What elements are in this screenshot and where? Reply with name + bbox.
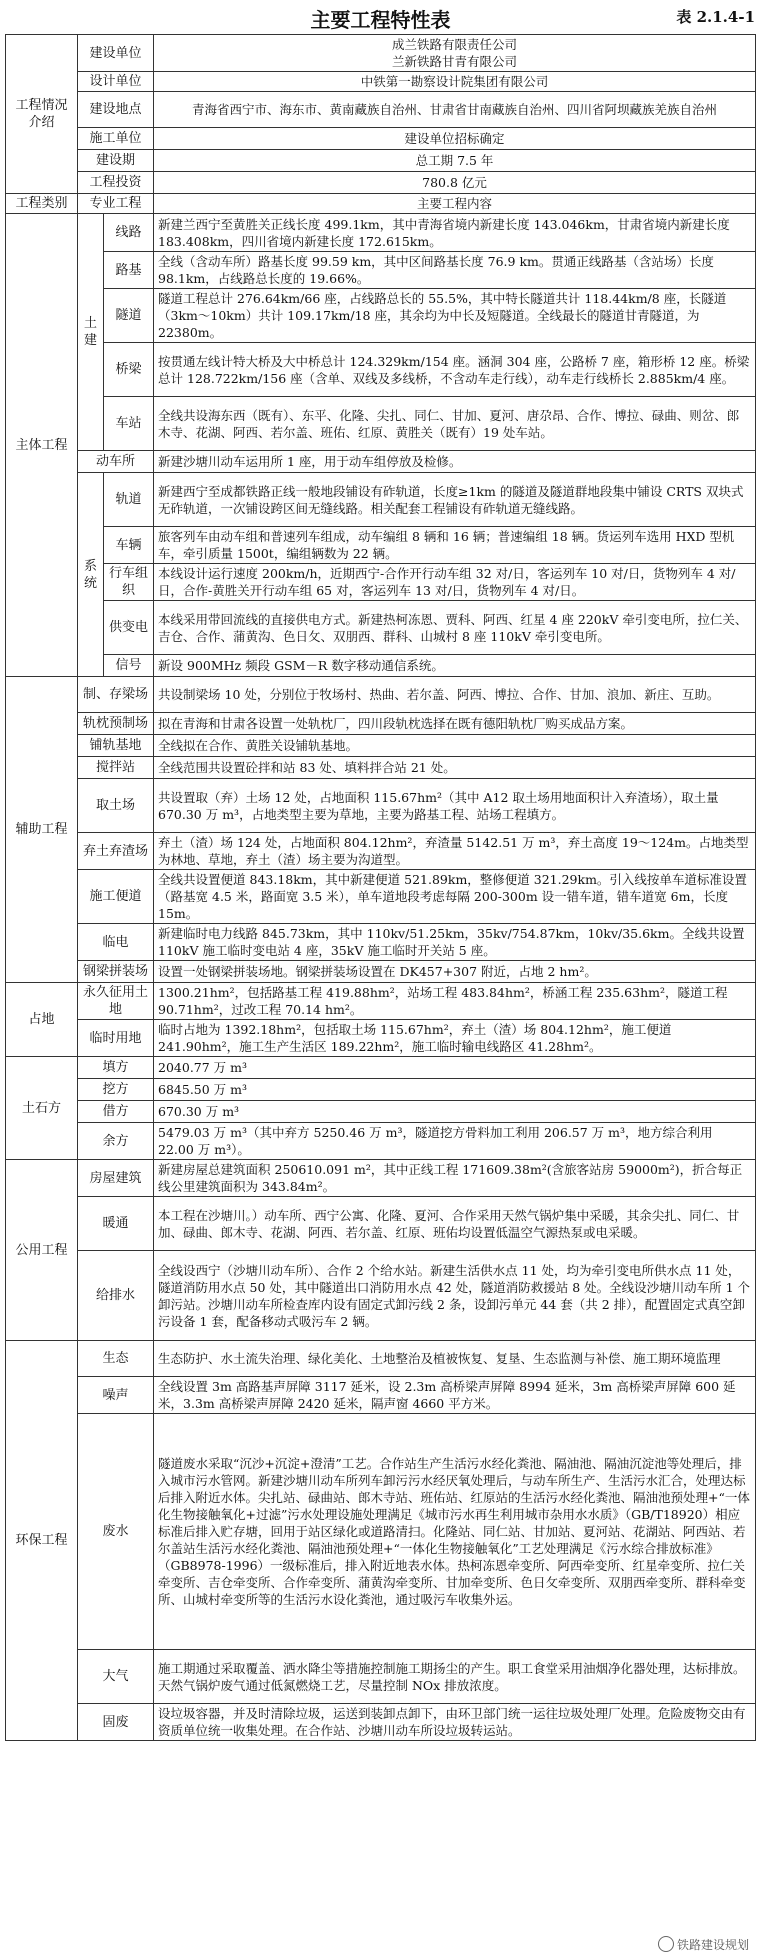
row-value: 中铁第一勘察设计院集团有限公司	[154, 72, 756, 92]
row-label: 建设期	[78, 150, 154, 172]
table-row	[6, 1377, 756, 1414]
table-row	[6, 92, 756, 128]
row-value: 全线设西宁（沙塘川动车所）、合作 2 个给水站。新建生活供水点 11 处，均为牵引变电所供水点 11 处，隧道消防用水点 50 处，其中隧道出口消防用水点 42 处，隧道消防救援站 8 处。全线设沙塘川动车所 1 个卸污站。沙塘川动车所检查库内设有固定式卸污线 2 条，设卸污单元 44 套（共 2 排），配置固定式真空卸污设备 1 套，配备移动式吸污车 2 辆。	[154, 1251, 756, 1341]
row-label: 轨枕预制场	[78, 713, 154, 735]
watermark	[654, 1935, 753, 1954]
row-label: 制、存梁场	[78, 677, 154, 713]
row-label: 借方	[78, 1101, 154, 1123]
row-value: 弃土（渣）场 124 处，占地面积 804.12hm²，弃渣量 5142.51 万 m³，弃土高度 19～124m。占地类型为林地、草地，弃土（渣）场主要为沟道型。	[154, 833, 756, 870]
row-value: 设置一处钢梁拼装场地。钢梁拼装场设置在 DK457+307 附近，占地 2 hm²。	[154, 961, 756, 983]
table-row	[6, 655, 756, 677]
row-value: 总工期 7.5 年	[154, 150, 756, 172]
row-label: 固废	[78, 1704, 154, 1741]
row-value: 780.8 亿元	[154, 172, 756, 194]
table-row	[6, 1123, 756, 1160]
row-label: 弃土弃渣场	[78, 833, 154, 870]
row-value: 2040.77 万 m³	[154, 1057, 756, 1079]
row-label: 供变电	[104, 601, 154, 655]
row-label: 废水	[78, 1414, 154, 1650]
row-value: 5479.03 万 m³（其中弃方 5250.46 万 m³，隧道挖方骨料加工利用 206.57 万 m³，地方综合利用 22.00 万 m³）。	[154, 1123, 756, 1160]
table-row	[6, 735, 756, 757]
table-row	[6, 1197, 756, 1251]
table-row	[6, 150, 756, 172]
table-row	[6, 1704, 756, 1741]
table-row	[6, 1414, 756, 1650]
table-row	[6, 1020, 756, 1057]
table-row	[6, 289, 756, 343]
row-value: 主要工程内容	[154, 194, 756, 214]
group-earthwork: 土石方	[6, 1057, 78, 1160]
table-row	[6, 833, 756, 870]
table-row	[6, 1251, 756, 1341]
table-row	[6, 677, 756, 713]
row-value: 新建西宁至成都铁路正线一般地段铺设有砟轨道，长度≥1km 的隧道及隧道群地段集中铺设 CRTS 双块式无砟轨道，一次铺设跨区间无缝线路。相关配套工程铺设有砟轨道无缝线路。	[154, 473, 756, 527]
row-value: 旅客列车由动车组和普速列车组成，动车编组 8 辆和 16 辆；普速编组 18 辆。货运列车选用 HXD 型机车，牵引质量 1500t，编组辆数为 22 辆。	[154, 527, 756, 564]
table-row	[6, 1650, 756, 1704]
table-row	[6, 713, 756, 735]
row-value: 1300.21hm²，包括路基工程 419.88hm²，站场工程 483.84hm²，桥涵工程 235.63hm²，隧道工程 90.71hm²，过改工程 70.14 hm²。	[154, 983, 756, 1020]
subgroup-civil: 土建	[78, 214, 104, 451]
group-land: 占地	[6, 983, 78, 1057]
row-label: 搅拌站	[78, 757, 154, 779]
table-row	[6, 72, 756, 92]
group-env-works: 环保工程	[6, 1341, 78, 1741]
table-row	[6, 757, 756, 779]
row-value: 新设 900MHz 频段 GSM－R 数字移动通信系统。	[154, 655, 756, 677]
row-value: 拟在青海和甘肃各设置一处轨枕厂，四川段轨枕选择在既有德阳轨枕厂购买成品方案。	[154, 713, 756, 735]
table-row	[6, 194, 756, 214]
row-value: 按贯通左线计特大桥及大中桥总计 124.329km/154 座。涵洞 304 座，公路桥 7 座，箱形桥 12 座。桥梁总计 128.722km/156 座（含单、双线及多线桥，不含动车走行线），动车走行线桥长 2.885km/4 座。	[154, 343, 756, 397]
row-value: 全线（含动车所）路基长度 99.59 km，其中区间路基长度 76.9 km。贯通正线路基（含站场）长度 98.1km，占线路总长度的 19.66%。	[154, 252, 756, 289]
group-aux-works: 辅助工程	[6, 677, 78, 983]
row-label: 铺轨基地	[78, 735, 154, 757]
table-row	[6, 1079, 756, 1101]
row-value: 青海省西宁市、海东市、黄南藏族自治州、甘肃省甘南藏族自治州、四川省阿坝藏族羌族自治州	[154, 92, 756, 128]
table-row	[6, 564, 756, 601]
row-value: 全线拟在合作、黄胜关设铺轨基地。	[154, 735, 756, 757]
row-value: 全线范围共设置砼拌和站 83 处、填料拌合站 21 处。	[154, 757, 756, 779]
row-label: 轨道	[104, 473, 154, 527]
row-label: 房屋建筑	[78, 1160, 154, 1197]
table-row	[6, 983, 756, 1020]
row-label: 专业工程	[78, 194, 154, 214]
table-row	[6, 343, 756, 397]
group-main-works: 主体工程	[6, 214, 78, 677]
row-value: 本线设计运行速度 200km/h，近期西宁-合作开行动车组 32 对/日，客运列车 10 对/日，货物列车 4 对/日，合作-黄胜关开行动车组 65 对，客运列车 13 对/日，货物列车 4 对/日。	[154, 564, 756, 601]
row-label: 建设地点	[78, 92, 154, 128]
row-label: 临时用地	[78, 1020, 154, 1057]
table-row	[6, 527, 756, 564]
table-row	[6, 961, 756, 983]
row-value: 共设置取（弃）土场 12 处，占地面积 115.67hm²（其中 A12 取土场用地面积计入弃渣场），取土量 670.30 万 m³，占地类型主要为草地，主要为路基工程、站场工程填方。	[154, 779, 756, 833]
row-value: 本工程在沙塘川。）动车所、西宁公寓、化隆、夏河、合作采用天然气锅炉集中采暖，其余尖扎、同仁、甘加、碌曲、郎木寺、花湖、阿西、若尔盖、红原、班佑均设置低温空气源热泵或电采暖。	[154, 1197, 756, 1251]
row-label: 工程投资	[78, 172, 154, 194]
row-value: 建设单位招标确定	[154, 128, 756, 150]
group-category: 工程类别	[6, 194, 78, 214]
row-value: 施工期通过采取覆盖、洒水降尘等措施控制施工期扬尘的产生。职工食堂采用油烟净化器处理，达标排放。天然气锅炉废气通过低氮燃烧工艺，尽量控制 NOx 排放浓度。	[154, 1650, 756, 1704]
row-value: 全线共设海东西（既有）、东平、化隆、尖扎、同仁、甘加、夏河、唐尕昂、合作、博拉、碌曲、则岔、郎木寺、花湖、阿西、若尔盖、班佑、红原、黄胜关（既有）19 处车站。	[154, 397, 756, 451]
row-label: 桥梁	[104, 343, 154, 397]
row-value: 新建兰西宁至黄胜关正线长度 499.1km，其中青海省境内新建长度 143.046km，甘肃省境内新建长度 183.408km，四川省境内新建长度 172.615km。	[154, 214, 756, 252]
table-row	[6, 172, 756, 194]
row-value: 设垃圾容器，并及时清除垃圾，运送到装卸点卸下，由环卫部门统一运往垃圾处理厂处理。危险废物交由有资质单位统一收集处理。在合作站、沙塘川动车所设垃圾转运站。	[154, 1704, 756, 1741]
row-value: 临时占地为 1392.18hm²，包括取土场 115.67hm²，弃土（渣）场 804.12hm²，施工便道 241.90hm²，施工生产生活区 189.22hm²，施工临时输电线路区 41.28hm²。	[154, 1020, 756, 1057]
table-row	[6, 397, 756, 451]
row-value: 生态防护、水土流失治理、绿化美化、土地整治及植被恢复、复垦、生态监测与补偿、施工期环境监理	[154, 1341, 756, 1377]
table-row	[6, 451, 756, 473]
row-label: 噪声	[78, 1377, 154, 1414]
table-row	[6, 252, 756, 289]
row-label: 取土场	[78, 779, 154, 833]
table-row	[6, 1160, 756, 1197]
row-label: 施工单位	[78, 128, 154, 150]
table-header	[0, 0, 761, 34]
row-label: 设计单位	[78, 72, 154, 92]
table-row	[6, 1341, 756, 1377]
row-value: 新建房屋总建筑面积 250610.091 m²，其中正线工程 171609.38m²(含旅客站房 59000m²)，折合每正线公里建筑面积为 343.84m²。	[154, 1160, 756, 1197]
subgroup-system: 系统	[78, 473, 104, 677]
row-value: 本线采用带回流线的直接供电方式。新建热柯冻恩、贾科、阿西、红星 4 座 220kV 牵引变电所，拉仁关、吉仓、合作、蒲黄沟、色日攵、双朋西、群科、山城村 8 座 110kV 牵引变电所。	[154, 601, 756, 655]
row-label: 给排水	[78, 1251, 154, 1341]
table-row	[6, 473, 756, 527]
row-value: 共设制梁场 10 处，分别位于牧场村、热曲、若尔盖、阿西、博拉、合作、甘加、浪加、新庄、互助。	[154, 677, 756, 713]
group-overview: 工程情况介绍	[6, 35, 78, 194]
table-row	[6, 779, 756, 833]
table-row	[6, 870, 756, 924]
row-value: 全线共设置便道 843.18km，其中新建便道 521.89km，整修便道 321.29km。引入线按单车道标准设置（路基宽 4.5 米，路面宽 3.5 米），单车道地段考虑每隔 200-300m 设一错车道，错车道宽 6m，长度 15m。	[154, 870, 756, 924]
table-row	[6, 214, 756, 252]
row-value: 隧道废水采取“沉沙+沉淀+澄清”工艺。合作站生产生活污水经化粪池、隔油池、隔油沉淀池等处理后，排入城市污水管网。新建沙塘川动车所列车卸污污水经厌氧处理后，与动车所生产、生活污水汇合，处理达标后排入附近水体。尖扎站、碌曲站、郎木寺站、班佑站、红原站的生活污水经化粪池、隔油池预处理+“一体化生物接触氧化+过滤”污水处理设施处理满足《城市污水再生利用城市杂用水水质》（GB/T18920）相应标准后排入贮存塘，回用于站区绿化或道路清扫。化隆站、同仁站、甘加站、夏河站、花湖站、阿西站、若尔盖站生活污水经化粪池、隔油池预处理+“一体化生物接触氧化”工艺处理满足《污水综合排放标准》（GB8978-1996）一级标准后，排入附近地表水体。热柯冻恩牵变所、阿西牵变所、红星牵变所、拉仁关牵变所、吉仓牵变所、合作牵变所、蒲黄沟牵变所、甘加牵变所、色日攵牵变所、双朋西牵变所、群科牵变所、山城村牵变所等的生活污水设化粪池，通过吸污车收集外运。	[154, 1414, 756, 1650]
row-value: 全线设置 3m 高路基声屏障 3117 延米，设 2.3m 高桥梁声屏障 8994 延米，3m 高桥梁声屏障 600 延米，3.3m 高桥梁声屏障 2420 延米，隔声窗 4660 平方米。	[154, 1377, 756, 1414]
row-value: 新建沙塘川动车运用所 1 座，用于动车组停放及检修。	[154, 451, 756, 473]
table-row	[6, 128, 756, 150]
row-value: 6845.50 万 m³	[154, 1079, 756, 1101]
row-label: 施工便道	[78, 870, 154, 924]
row-label: 余方	[78, 1123, 154, 1160]
row-label: 暖通	[78, 1197, 154, 1251]
row-value: 隧道工程总计 276.64km/66 座，占线路总长的 55.5%，其中特长隧道共计 118.44km/8 座，长隧道（3km～10km）共计 109.17km/18 座，其余均为中长及短隧道。全线最长的隧道甘青隧道，为 22380m。	[154, 289, 756, 343]
row-value: 成兰铁路有限责任公司 兰新铁路甘青有限公司	[154, 35, 756, 72]
row-value: 新建临时电力线路 845.73km，其中 110kv/51.25km，35kv/754.87km，10kv/35.6km。全线共设置 110kV 施工临时变电站 4 座，35kV 施工临时开关站 5 座。	[154, 924, 756, 961]
table-row	[6, 35, 756, 72]
group-public-works: 公用工程	[6, 1160, 78, 1341]
row-label: 生态	[78, 1341, 154, 1377]
table-title: 主要工程特性表	[310, 8, 451, 32]
table-row	[6, 601, 756, 655]
wechat-account-icon	[658, 1936, 674, 1952]
table-row	[6, 1057, 756, 1079]
watermark-text: 铁路建设规划	[676, 1938, 749, 1952]
table-number: 表 2.1.4-1	[676, 8, 755, 26]
row-label: 行车组织	[104, 564, 154, 601]
row-label: 挖方	[78, 1079, 154, 1101]
row-label: 建设单位	[78, 35, 154, 72]
engineering-characteristics-table	[5, 34, 756, 1741]
row-label: 信号	[104, 655, 154, 677]
table-row	[6, 924, 756, 961]
row-label: 线路	[104, 214, 154, 252]
row-label: 路基	[104, 252, 154, 289]
row-label: 永久征用土地	[78, 983, 154, 1020]
row-label: 车站	[104, 397, 154, 451]
table-row	[6, 1101, 756, 1123]
row-label: 大气	[78, 1650, 154, 1704]
row-label: 临电	[78, 924, 154, 961]
row-value: 670.30 万 m³	[154, 1101, 756, 1123]
row-label: 钢梁拼装场	[78, 961, 154, 983]
row-label: 车辆	[104, 527, 154, 564]
row-label: 隧道	[104, 289, 154, 343]
row-label: 填方	[78, 1057, 154, 1079]
row-label: 动车所	[78, 451, 154, 473]
